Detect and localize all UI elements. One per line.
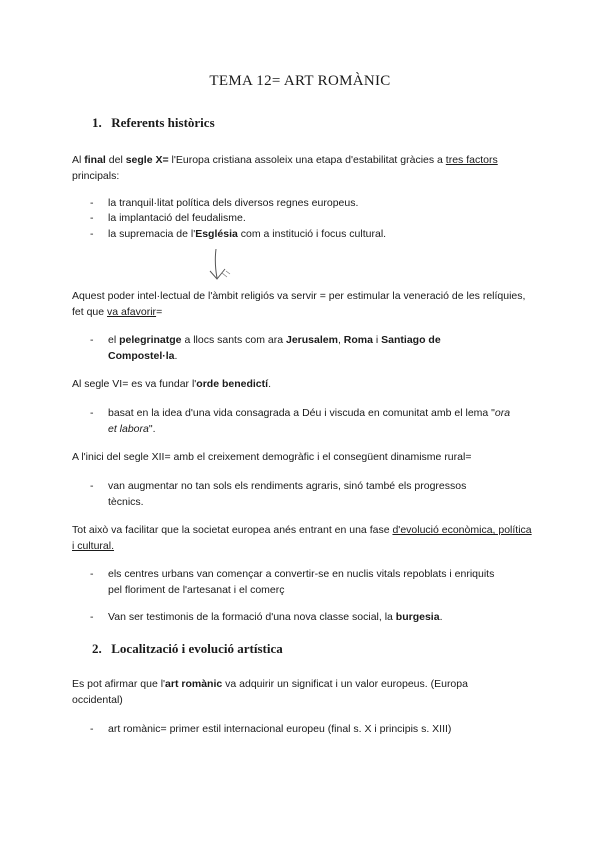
paragraph-benedictine — [72, 376, 532, 392]
bullet-dash: - — [90, 228, 94, 240]
bold-run: Santiago de Compostel·la — [108, 334, 441, 362]
bold-run: final — [84, 154, 106, 166]
bullet-dash: - — [90, 334, 94, 346]
factor-item-3 — [108, 226, 518, 242]
bold-run: burgesia — [395, 611, 440, 623]
text-run: principals: — [72, 170, 120, 182]
text-run: Aquest poder intel·lectual de l'àmbit religiós va servir = per estimular la veneració de les relíquies, fet que — [72, 290, 526, 318]
text-run: Tot això va facilitar que la societat europea anés entrant en una fase — [72, 524, 393, 536]
underlined-run: tres factors — [445, 154, 498, 166]
text-run: el — [108, 334, 120, 346]
section-1-number: 1. — [92, 115, 102, 130]
text-run: Es pot afirmar que l' — [72, 678, 166, 690]
bullet-dash: - — [90, 480, 94, 492]
bullet-dash: - — [90, 723, 94, 735]
section-2-title: Localització i evolució artística — [111, 641, 283, 656]
section-1-heading — [92, 115, 215, 131]
bullet-dash: - — [90, 407, 94, 419]
bullet-dash: - — [90, 611, 94, 623]
paragraph-relics — [72, 288, 532, 320]
text-run: la supremacia de l' — [108, 228, 196, 240]
bold-run: Jerusalem — [286, 334, 338, 346]
text-run: com a institució i focus cultural. — [237, 228, 387, 240]
text-run: Al segle VI= es va fundar l' — [72, 378, 197, 390]
section-1-title: Referents històrics — [111, 115, 215, 130]
bold-run: pelegrinatge — [119, 334, 182, 346]
benedict-item — [108, 405, 518, 437]
intro-paragraph — [72, 152, 532, 184]
bold-run: Església — [195, 228, 238, 240]
text-run: l'Europa cristiana assoleix una etapa d'estabilitat gràcies a — [168, 154, 446, 166]
section-2-heading — [92, 641, 283, 657]
text-run: del — [105, 154, 126, 166]
rural-item: van augmentar no tan sols els rendiments agraris, sinó també els progressos tècnics. — [108, 480, 467, 508]
text-run: . — [174, 350, 178, 362]
pilgrimage-item — [108, 332, 478, 364]
factor-item-2: la implantació del feudalisme. — [108, 212, 246, 224]
text-run: . — [439, 611, 443, 623]
italic-run: ora et labora — [108, 407, 511, 435]
text-run: Van ser testimonis de la formació d'una nova classe social, la — [108, 611, 396, 623]
bold-run: segle X= — [125, 154, 169, 166]
bold-run: Roma — [343, 334, 373, 346]
bourgeoisie-item — [108, 609, 518, 625]
underlined-run: d'evolució econòmica, política i cultural. — [72, 524, 532, 552]
down-arrow-icon — [206, 247, 236, 283]
paragraph-romanesque — [72, 676, 512, 708]
text-run: = — [156, 306, 163, 318]
bold-run: orde benedictí — [196, 378, 269, 390]
text-run: basat en la idea d'una vida consagrada a Déu i viscuda en comunitat amb el lema " — [108, 407, 495, 419]
section-2-number: 2. — [92, 641, 102, 656]
text-run: va adquirir un significat i un valor europeus. (Europa occidental) — [72, 678, 468, 706]
page-title: TEMA 12= ART ROMÀNIC — [209, 73, 391, 89]
text-run: a llocs sants com ara — [181, 334, 286, 346]
text-run: ". — [148, 423, 156, 435]
bold-run: art romànic — [165, 678, 223, 690]
bullet-dash: - — [90, 568, 94, 580]
bullet-dash: - — [90, 197, 94, 209]
romanesque-item: art romànic= primer estil internacional europeu (final s. X i principis s. XIII) — [108, 723, 452, 735]
text-run: , — [337, 334, 344, 346]
underlined-run: va afavorir — [107, 306, 157, 318]
text-run: . — [268, 378, 271, 390]
paragraph-evolution — [72, 522, 532, 554]
factor-item-1: la tranquil·litat política dels diversos regnes europeus. — [108, 197, 359, 209]
paragraph-demographic: A l'inici del segle XII= amb el creixement demogràfic i el consegüent dinamisme rural= — [72, 451, 472, 463]
urban-item: els centres urbans van començar a convertir-se en nuclis vitals repoblats i enriquits pel floriment de l'artesanat i el comerç — [108, 568, 495, 596]
text-run: i — [372, 334, 382, 346]
bullet-dash: - — [90, 212, 94, 224]
text-run: Al — [72, 154, 85, 166]
